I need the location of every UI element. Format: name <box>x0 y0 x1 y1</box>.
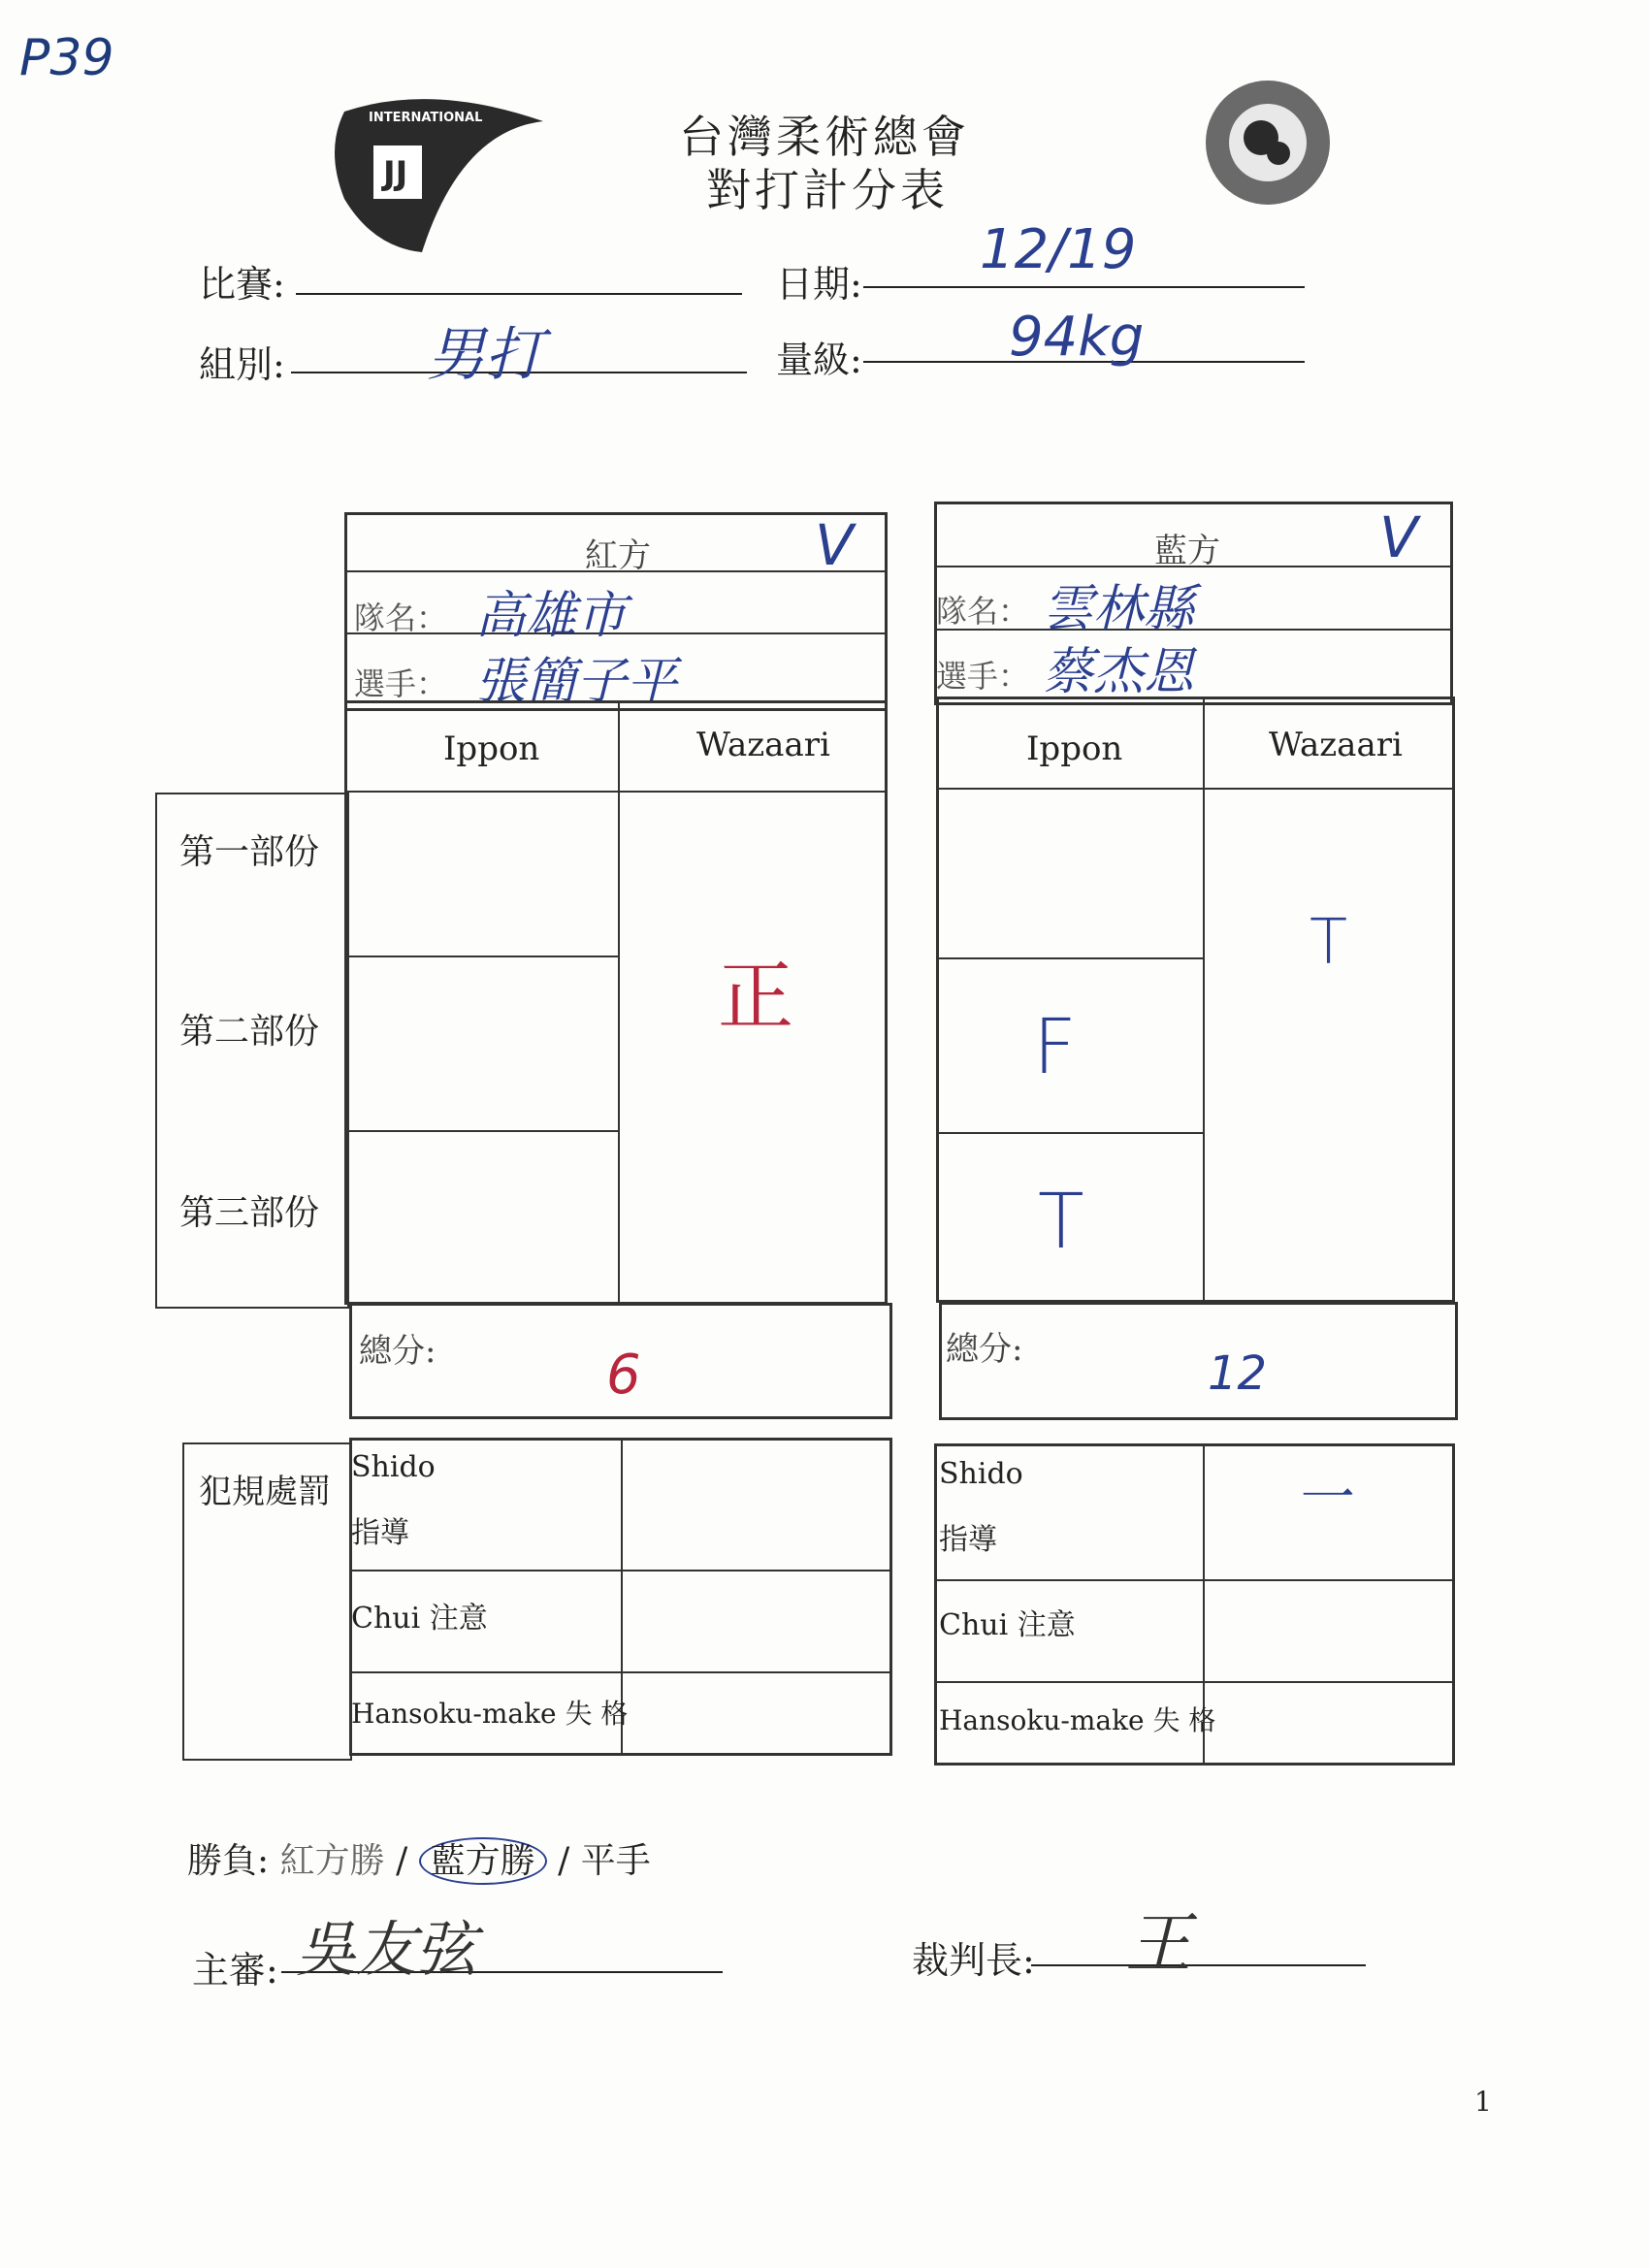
referee-signature: 吳友弦 <box>296 1914 477 1985</box>
competition-line <box>296 293 742 295</box>
red-wazaari-label: Wazaari <box>696 726 830 764</box>
svg-text:INTERNATIONAL: INTERNATIONAL <box>369 111 483 125</box>
blue-wazaari-tally: T <box>1310 907 1348 979</box>
ijjf-logo <box>315 92 548 257</box>
blue-player-value: 蔡杰恩 <box>1043 643 1195 701</box>
weight-label: 量級: <box>776 339 862 381</box>
blue-total-value: 12 <box>1208 1346 1268 1401</box>
weight-value: 94kg <box>1009 306 1145 369</box>
blue-ippon-part3-tally: T <box>1038 1179 1084 1266</box>
referee-label: 主審: <box>192 1949 278 1992</box>
result-blue-win: 藍方勝 <box>419 1837 547 1885</box>
page-number: 1 <box>1474 2086 1492 2118</box>
title-line1: 台灣柔術總會 <box>679 111 970 163</box>
chief-signature: 王 <box>1125 1906 1192 1983</box>
red-hansoku-label: Hansoku-make 失 格 <box>351 1698 629 1730</box>
blue-wazaari-label: Wazaari <box>1269 726 1403 764</box>
blue-chui-label: Chui 注意 <box>939 1608 1076 1642</box>
part1-label: 第一部份 <box>179 832 320 872</box>
part2-label: 第二部份 <box>179 1012 320 1052</box>
blue-ippon-label: Ippon <box>1026 729 1123 768</box>
tjjf-logo <box>1203 78 1334 209</box>
part3-label: 第三部份 <box>179 1193 320 1233</box>
red-total-label: 總分: <box>359 1332 436 1371</box>
date-value: 12/19 <box>980 218 1137 281</box>
blue-header: 藍方 <box>1154 532 1220 570</box>
blue-team-value: 雲林縣 <box>1043 580 1195 638</box>
result-sep2: / <box>558 1841 570 1881</box>
red-total-value: 6 <box>606 1344 641 1407</box>
result-sep1: / <box>396 1841 408 1881</box>
red-wazaari-tally: 正 <box>718 954 794 1041</box>
blue-ippon-part2-tally: F <box>1033 1004 1077 1091</box>
red-team-label: 隊名： <box>354 599 448 636</box>
blue-hansoku-label: Hansoku-make 失 格 <box>939 1704 1216 1736</box>
blue-shido-value: 一 <box>1295 1467 1349 1530</box>
penalty-label: 犯規處罰 <box>199 1473 331 1511</box>
date-line <box>863 286 1305 288</box>
blue-shido-cn: 指導 <box>939 1523 997 1557</box>
blue-total-label: 總分: <box>946 1330 1023 1369</box>
competition-label: 比賽: <box>199 263 285 306</box>
red-header: 紅方 <box>585 536 651 575</box>
result-row <box>187 1833 651 1883</box>
red-shido-label: Shido <box>351 1450 436 1484</box>
blue-shido-label: Shido <box>939 1457 1023 1491</box>
red-player-label: 選手： <box>354 665 448 702</box>
svg-text:JJ: JJ <box>383 154 408 193</box>
group-label: 組別: <box>199 343 285 386</box>
red-check-mark: V <box>815 512 854 578</box>
red-ippon-label: Ippon <box>443 729 540 768</box>
group-value: 男打 <box>427 321 543 389</box>
red-team-value: 高雄市 <box>475 587 628 645</box>
red-shido-cn: 指導 <box>351 1516 409 1550</box>
date-label: 日期: <box>776 263 862 306</box>
chief-label: 裁判長: <box>912 1939 1035 1982</box>
blue-team-label: 隊名： <box>936 593 1030 630</box>
red-chui-label: Chui 注意 <box>351 1602 488 1636</box>
title-line2: 對打計分表 <box>706 164 949 216</box>
chief-line <box>1031 1964 1366 1966</box>
blue-check-mark: V <box>1379 504 1418 570</box>
result-label: 勝負: <box>187 1841 270 1881</box>
result-draw: 平手 <box>580 1841 651 1881</box>
red-player-value: 張簡子平 <box>475 653 678 711</box>
corner-note: P39 <box>19 29 114 87</box>
blue-player-label: 選手： <box>936 658 1030 695</box>
result-red-win: 紅方勝 <box>279 1841 385 1881</box>
